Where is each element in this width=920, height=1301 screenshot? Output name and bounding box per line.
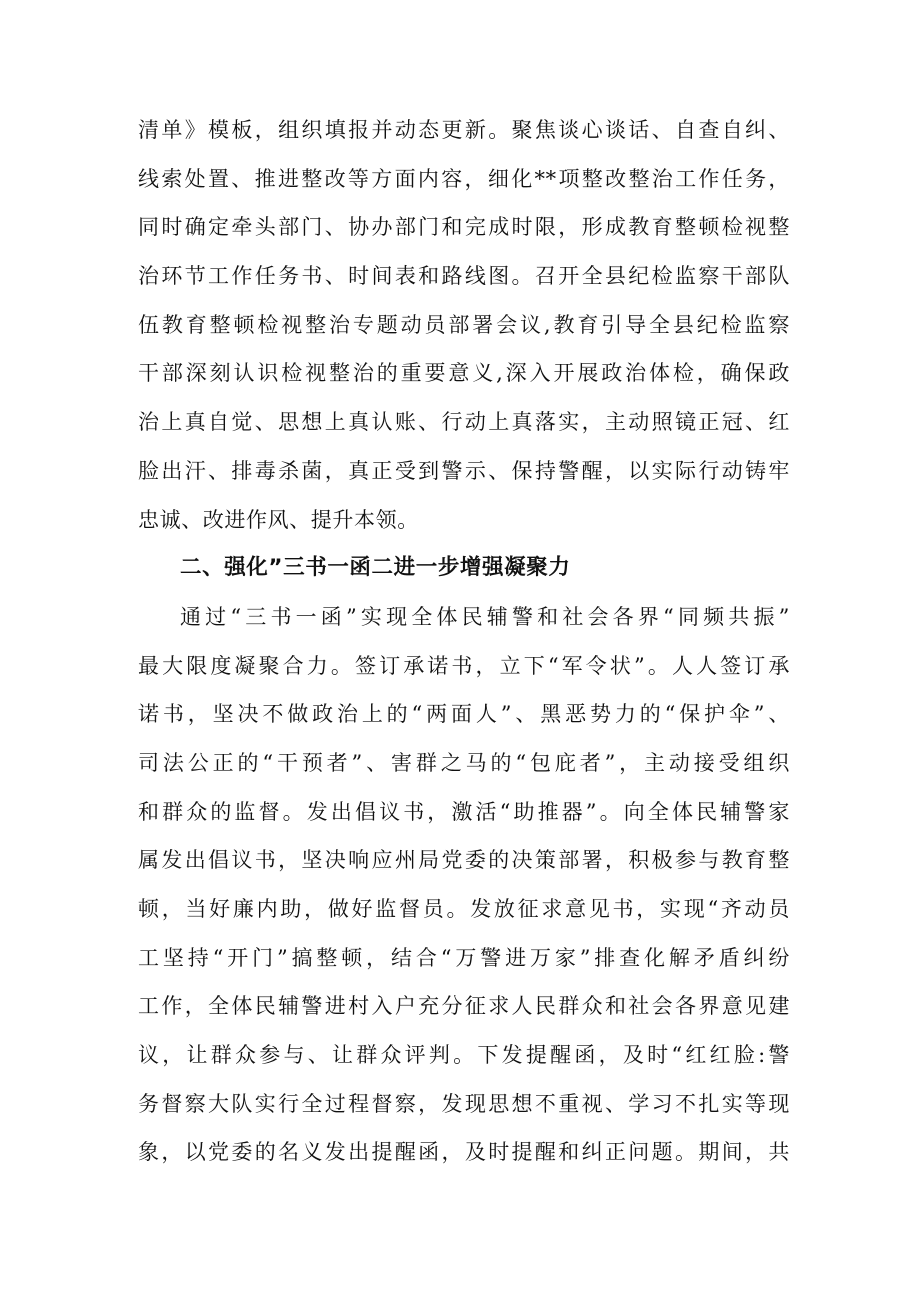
text-line: 议，让群众参与、让群众评判。下发提醒函，及时“红红脸:警 — [138, 1043, 790, 1068]
text-line: 同时确定牵头部门、协办部门和完成时限，形成教育整顿检视整 — [138, 215, 790, 240]
section-heading: 二、强化”三书一函二进一步增强凝聚力 — [180, 555, 571, 581]
text-line: 诺书，坚决不做政治上的“两面人”、黑恶势力的“保护伞”、 — [138, 702, 790, 727]
text-line: 工作，全体民辅警进村入户充分征求人民群众和社会各界意见建 — [138, 994, 790, 1019]
text-line: 司法公正的“干预者”、害群之马的“包庇者”，主动接受组织 — [138, 750, 790, 775]
text-line: 伍教育整顿检视整治专题动员部署会议,教育引导全县纪检监察 — [138, 312, 790, 337]
text-line: 最大限度凝聚合力。签订承诺书，立下“军令状”。人人签订承 — [138, 653, 790, 678]
text-line: 和群众的监督。发出倡议书，激活“助推器”。向全体民辅警家 — [138, 799, 790, 824]
text-line: 象，以党委的名义发出提醒函，及时提醒和纠正问题。期间，共 — [138, 1140, 790, 1165]
text-line: 线索处置、推进整改等方面内容，细化**项整改整治工作任务， — [138, 166, 790, 191]
text-line: 治上真自觉、思想上真认账、行动上真落实，主动照镜正冠、红 — [138, 410, 790, 435]
text-line: 顿，当好廉内助，做好监督员。发放征求意见书，实现“齐动员 — [138, 897, 790, 921]
paragraph-2 — [138, 593, 790, 1177]
text-line: 脸出汗、排毒杀菌，真正受到警示、保持警醒，以实际行动铸牢 — [138, 458, 790, 483]
text-line: 忠诚、改进作风、提升本领。 — [138, 507, 419, 532]
text-line: 治环节工作任务书、时间表和路线图。召开全县纪检监察干部队 — [138, 264, 790, 289]
text-line: 工坚持“开门”搞整顿，结合“万警进万家”排查化解矛盾纠纷 — [138, 945, 790, 970]
text-line: 干部深刻认识检视整治的重要意义,深入开展政治体检，确保政 — [138, 361, 790, 386]
paragraph-1 — [138, 106, 790, 544]
text-line: 清单》模板，组织填报并动态更新。聚焦谈心谈话、自查自纠、 — [138, 118, 790, 142]
text-line: 属发出倡议书，坚决响应州局党委的决策部署，积极参与教育整 — [138, 848, 790, 873]
text-line: 务督察大队实行全过程督察，发现思想不重视、学习不扎实等现 — [138, 1091, 790, 1116]
text-line: 通过“三书一函”实现全体民辅警和社会各界“同频共振” — [180, 604, 790, 629]
document-body — [138, 106, 790, 1177]
